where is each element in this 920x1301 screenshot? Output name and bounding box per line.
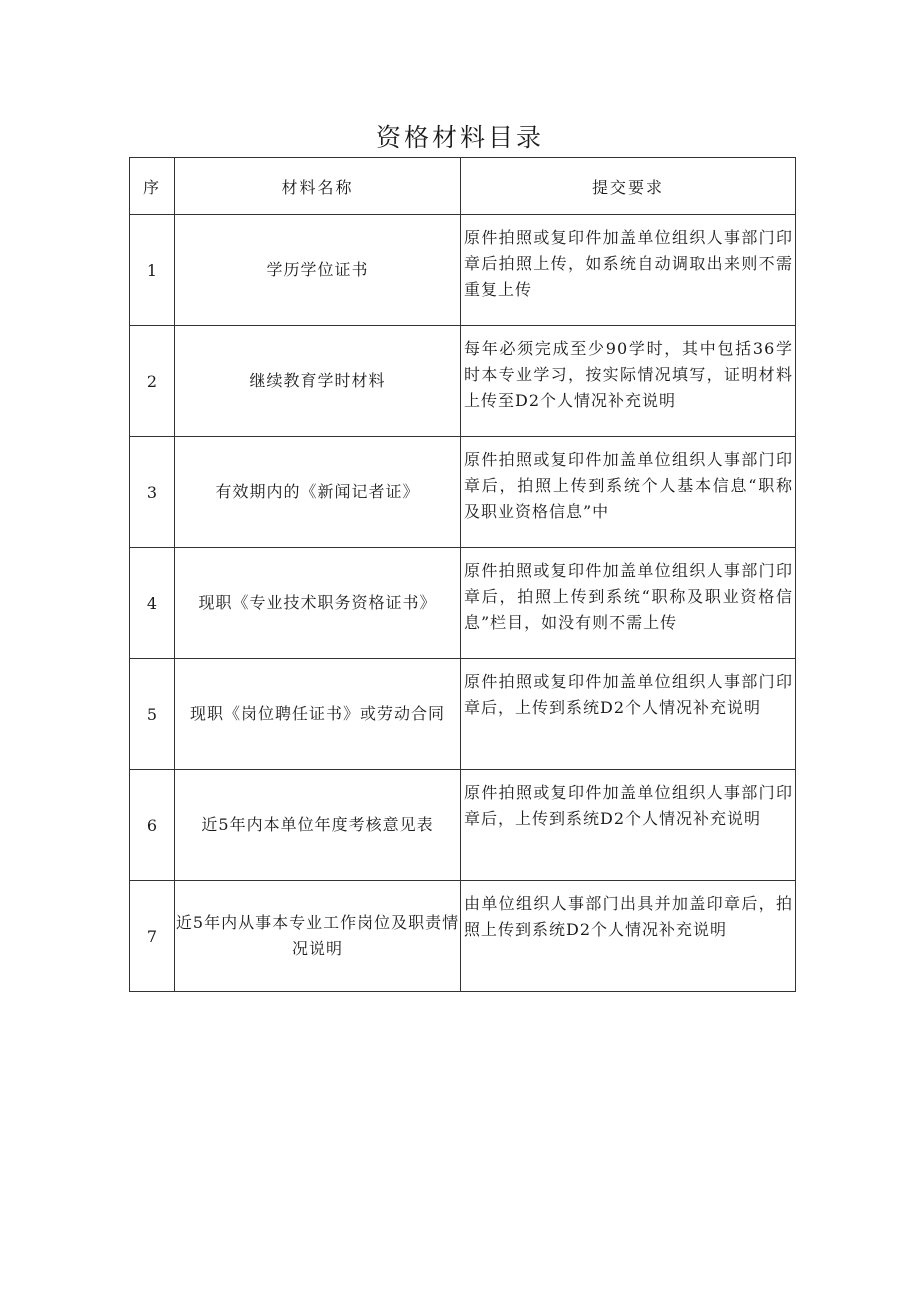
submission-requirement: 每年必须完成至少90学时，其中包括36学时本专业学习，按实际情况填写，证明材料上传至D2个人情况补充说明 [461,326,796,437]
materials-table [129,157,796,992]
material-name: 学历学位证书 [175,215,461,326]
table-header-row [130,158,796,215]
table-row [130,326,796,437]
table-row [130,548,796,659]
submission-requirement: 原件拍照或复印件加盖单位组织人事部门印章后，上传到系统D2个人情况补充说明 [461,659,796,770]
table-row [130,770,796,881]
material-name: 有效期内的《新闻记者证》 [175,437,461,548]
submission-requirement: 由单位组织人事部门出具并加盖印章后，拍照上传到系统D2个人情况补充说明 [461,881,796,992]
row-number: 3 [130,437,175,548]
row-number: 6 [130,770,175,881]
row-number: 2 [130,326,175,437]
submission-requirement: 原件拍照或复印件加盖单位组织人事部门印章后，拍照上传到系统个人基本信息“职称及职业资格信息”中 [461,437,796,548]
submission-requirement: 原件拍照或复印件加盖单位组织人事部门印章后，拍照上传到系统“职称及职业资格信息”栏目，如没有则不需上传 [461,548,796,659]
table-row [130,437,796,548]
header-number: 序 [130,158,175,215]
header-requirement: 提交要求 [461,158,796,215]
row-number: 7 [130,881,175,992]
material-name: 现职《岗位聘任证书》或劳动合同 [175,659,461,770]
submission-requirement: 原件拍照或复印件加盖单位组织人事部门印章后，上传到系统D2个人情况补充说明 [461,770,796,881]
table-row [130,659,796,770]
header-material-name: 材料名称 [175,158,461,215]
page-title: 资格材料目录 [375,123,544,152]
material-name: 继续教育学时材料 [175,326,461,437]
row-number: 5 [130,659,175,770]
material-name: 近5年内本单位年度考核意见表 [175,770,461,881]
table-row [130,881,796,992]
material-name: 现职《专业技术职务资格证书》 [175,548,461,659]
row-number: 1 [130,215,175,326]
material-name: 近5年内从事本专业工作岗位及职责情况说明 [175,881,461,992]
submission-requirement: 原件拍照或复印件加盖单位组织人事部门印章后拍照上传，如系统自动调取出来则不需重复上传 [461,215,796,326]
row-number: 4 [130,548,175,659]
table-row [130,215,796,326]
